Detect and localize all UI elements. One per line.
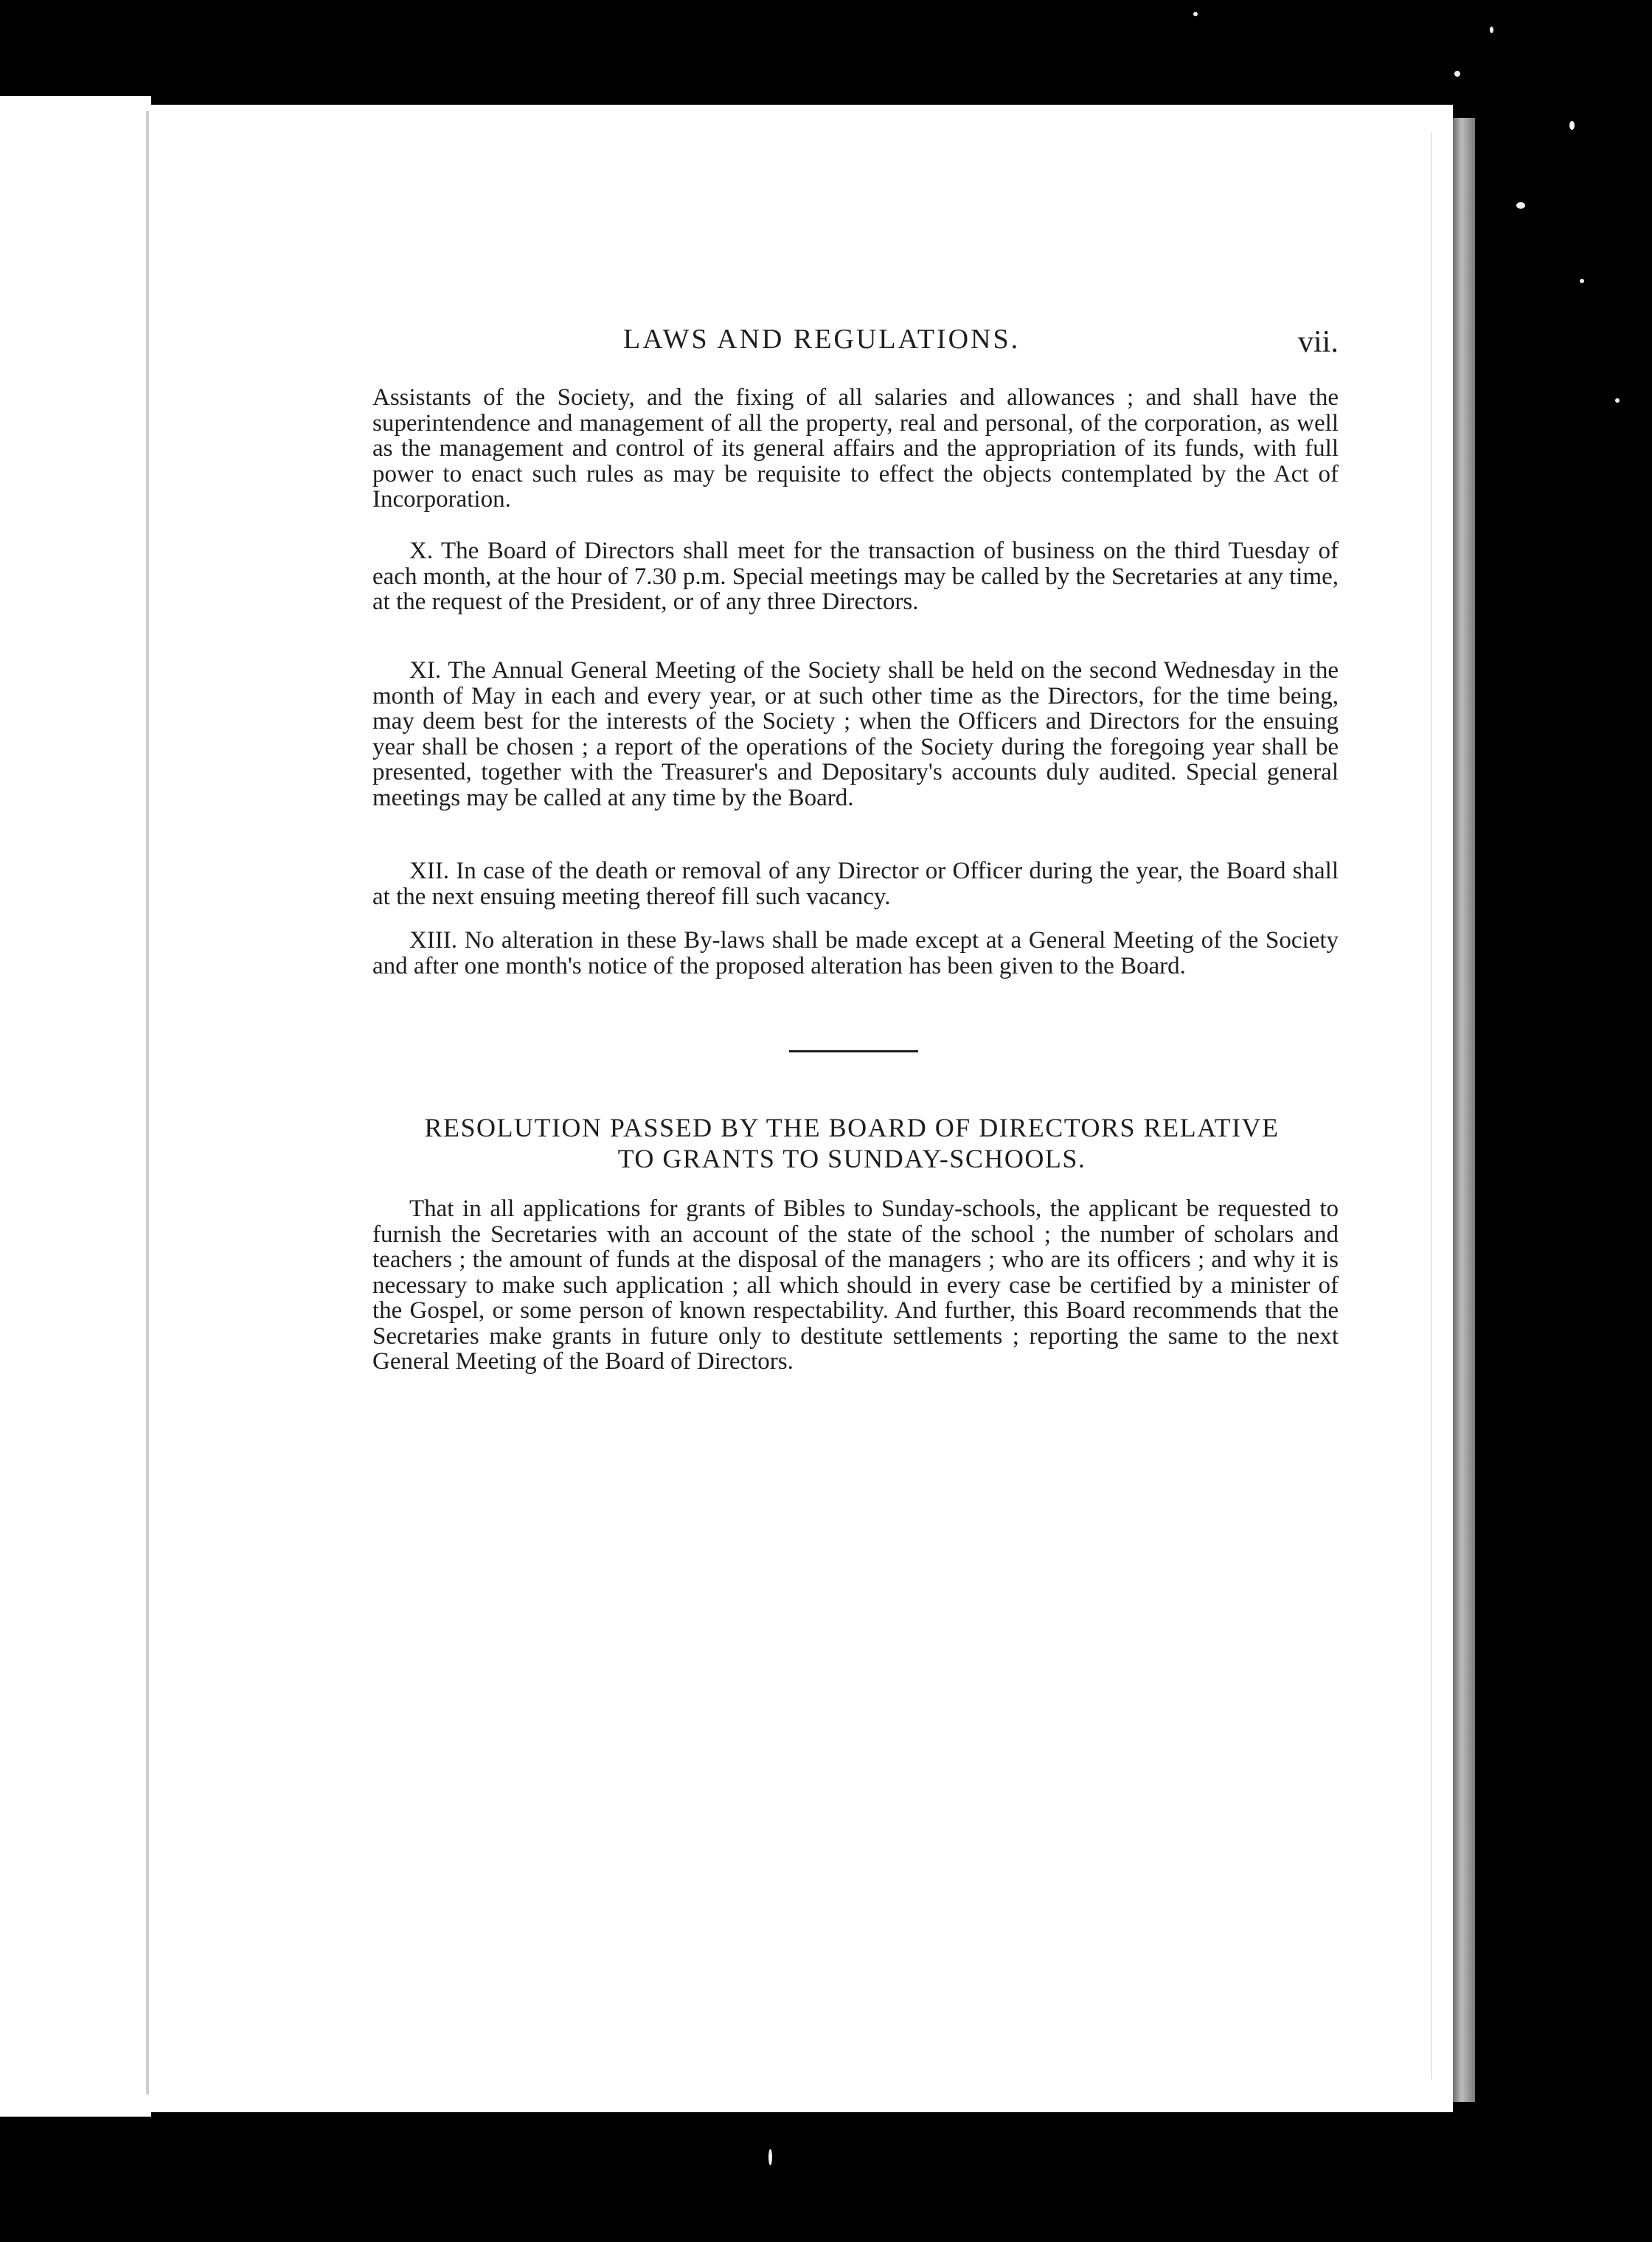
resolution-paragraph: That in all applications for grants of Bibles to Sunday-schools, the applicant be requested to furnish the Secretaries with an account of the state of the school ; the number of scholars and teachers ; the amount of funds at the disposal of the managers ; who are its officers ; and why it is necessary to make such application ; all which should in every case be certified by a minister of the Gospel, or some person of known respectability. And further, this Board recommends that the Secretaries make grants in future only to destitute settlements ; reporting the same to the next General Meeting of the Board of Directors.	[372, 1195, 1339, 1375]
scan-speck	[1454, 71, 1460, 77]
scan-speck	[1490, 27, 1493, 33]
scan-speck	[1193, 12, 1198, 16]
page-fold-line	[1431, 133, 1432, 2080]
paragraph-continuation: Assistants of the Society, and the fixing of all salaries and allowances ; and shall have the superintendence and management of all the property, real and personal, of the corporation, as well as the management and control of its general affairs and the appropriation of its funds, with full power to enact such rules as may be requisite to effect the objects contemplated by the Act of Incorporation.	[372, 384, 1339, 513]
page-number: vii.	[1298, 325, 1339, 359]
scan-speck	[1516, 202, 1525, 209]
facing-page-gutter	[146, 111, 149, 2094]
paragraph-article-xii: XII. In case of the death or removal of any Director or Officer during the year, the Board shall at the next ensuing meeting thereof fill such vacancy.	[372, 858, 1339, 910]
paragraph-article-x: X. The Board of Directors shall meet for the transaction of business on the third Tuesday of each month, at the hour of 7.30 p.m. Special meetings may be called by the Secretaries at any time, at the request of the President, or of any three Directors.	[372, 538, 1339, 615]
scan-speck	[1569, 121, 1575, 130]
facing-page	[0, 96, 151, 2117]
section-heading-line-2: TO GRANTS TO SUNDAY-SCHOOLS.	[617, 1144, 1086, 1173]
scan-speck	[768, 2149, 772, 2165]
section-heading-line-1: RESOLUTION PASSED BY THE BOARD OF DIRECTORS RELATIVE	[424, 1113, 1280, 1142]
running-head: LAWS AND REGULATIONS.	[623, 324, 1021, 355]
paragraph-article-xi: XI. The Annual General Meeting of the Society shall be held on the second Wednesday in the month of May in each and every year, or at such other time as the Directors, for the time being, may deem best for the interests of the Society ; when the Officers and Directors for the ensuing year shall be chosen ; a report of the operations of the Society during the foregoing year shall be presented, together with the Treasurer's and Depositary's accounts duly audited. Special general meetings may be called at any time by the Board.	[372, 657, 1339, 811]
paragraph-article-xiii: XIII. No alteration in these By-laws shall be made except at a General Meeting of the Society and after one month's notice of the proposed alteration has been given to the Board.	[372, 927, 1339, 979]
section-divider	[789, 1050, 918, 1052]
scan-speck	[1615, 398, 1620, 403]
scan-speck	[1580, 279, 1584, 283]
page-edge-stack	[1453, 118, 1475, 2102]
